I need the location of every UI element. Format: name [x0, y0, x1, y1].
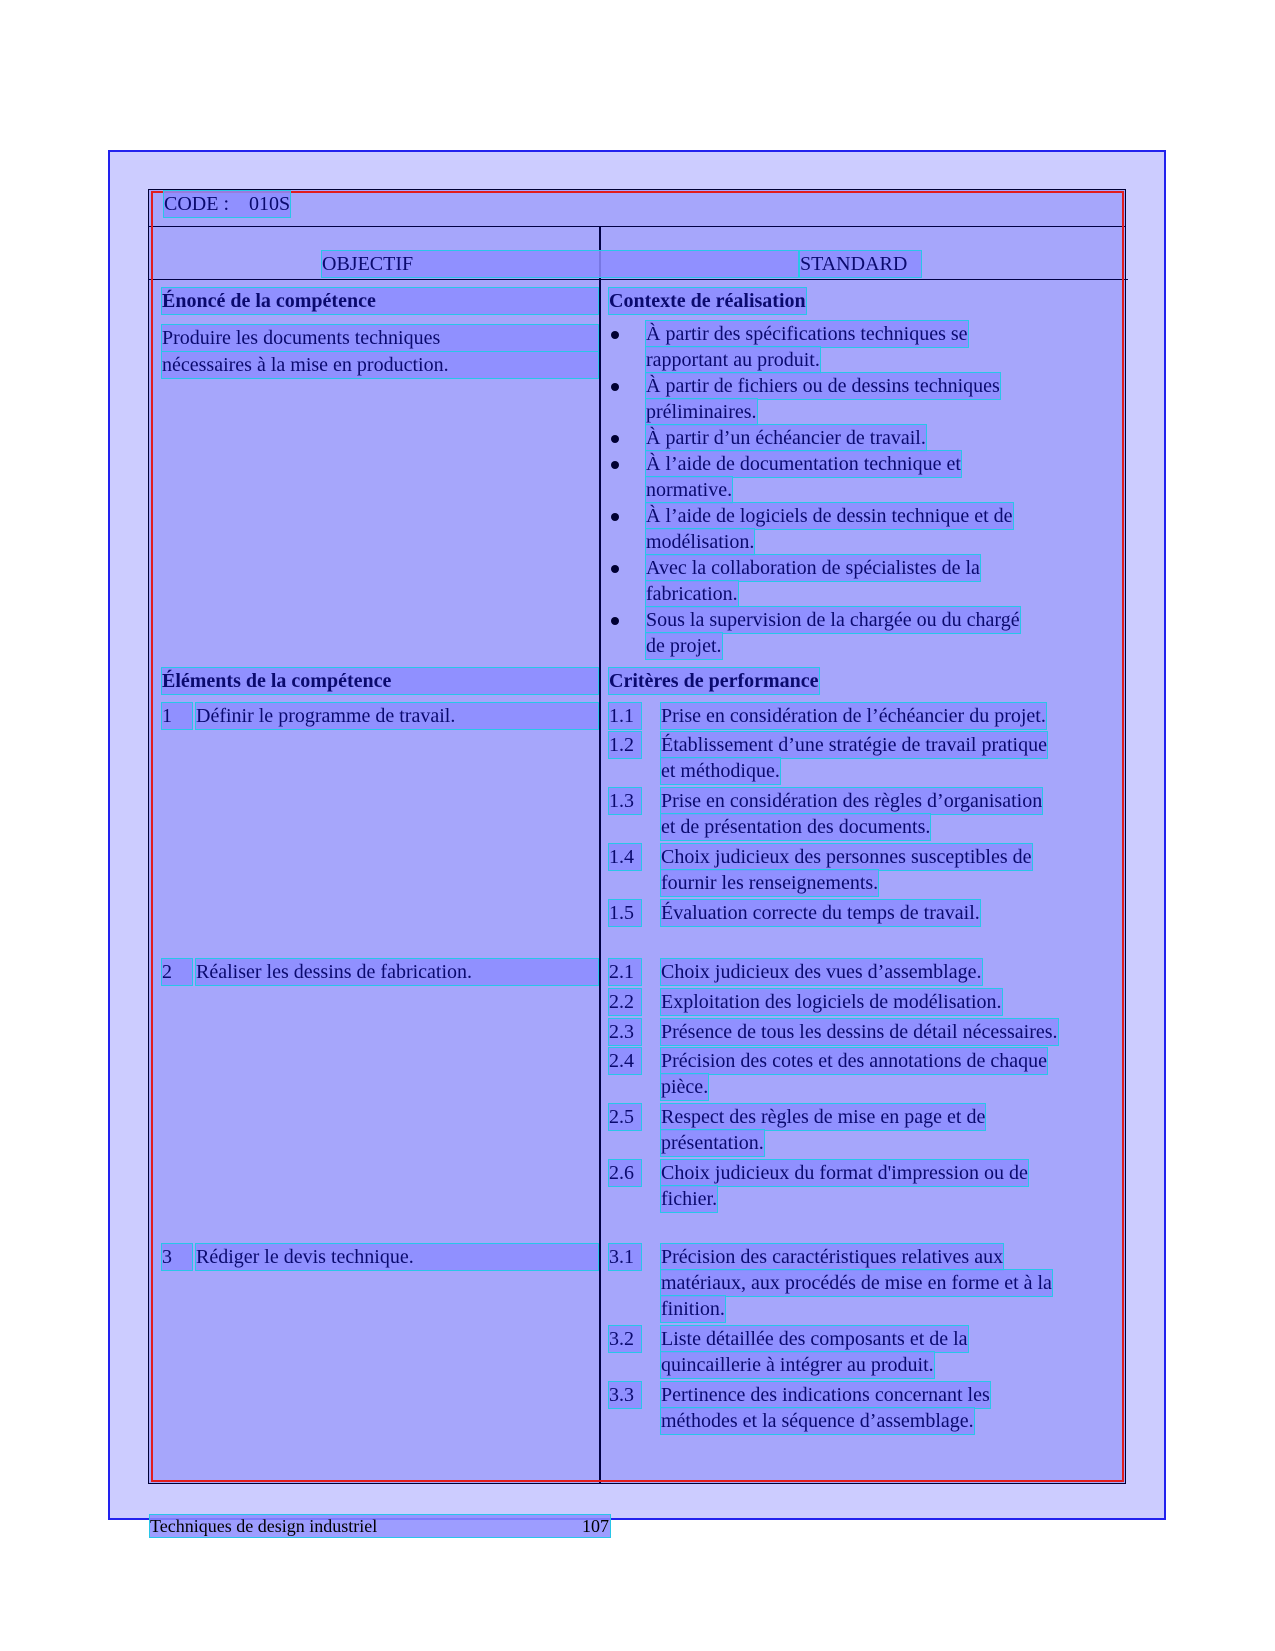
- critere-number: 2.3: [609, 1019, 641, 1045]
- critere-number: 1.5: [609, 900, 641, 926]
- enonce-line-2: nécessaires à la mise en production.: [162, 352, 598, 378]
- critere-number: 3.1: [609, 1244, 641, 1270]
- critere-line: présentation.: [661, 1132, 764, 1154]
- contexte-item-line: À partir de fichiers ou de dessins techniques: [646, 375, 1000, 397]
- elements-heading: Éléments de la compétence: [162, 668, 598, 694]
- critere-line: finition.: [661, 1298, 725, 1320]
- code-value: 010S: [249, 193, 291, 215]
- element-text: Rédiger le devis technique.: [196, 1244, 598, 1270]
- critere-line: Prise en considération de l’échéancier du projet.: [661, 705, 1046, 727]
- contexte-item-line: À l’aide de logiciels de dessin technique et de: [646, 505, 1013, 527]
- critere-line: Choix judicieux des personnes susceptibles de: [661, 846, 1032, 868]
- critere-number: 2.5: [609, 1104, 641, 1130]
- footer-title: Techniques de design industriel: [150, 1516, 378, 1536]
- critere-number: 3.3: [609, 1382, 641, 1408]
- contexte-heading: Contexte de réalisation: [609, 290, 806, 312]
- criteres-heading: Critères de performance: [609, 670, 819, 692]
- critere-line: Liste détaillée des composants et de la: [661, 1328, 968, 1350]
- contexte-item-line: préliminaires.: [646, 401, 757, 423]
- code-line: [164, 191, 290, 217]
- contexte-item-line: normative.: [646, 479, 733, 501]
- element-number: 3: [162, 1244, 192, 1270]
- standard-header: STANDARD: [800, 251, 921, 277]
- critere-line: Précision des cotes et des annotations de chaque: [661, 1050, 1047, 1072]
- critere-number: 3.2: [609, 1326, 641, 1352]
- critere-number: 1.4: [609, 844, 641, 870]
- bullet-icon: [611, 331, 619, 339]
- critere-line: pièce.: [661, 1076, 709, 1098]
- element-number: 2: [162, 959, 192, 985]
- contexte-item-line: À partir des spécifications techniques se: [646, 323, 968, 345]
- critere-line: et de présentation des documents.: [661, 816, 931, 838]
- bullet-icon: [611, 435, 619, 443]
- element-text: Définir le programme de travail.: [196, 703, 598, 729]
- critere-number: 2.6: [609, 1160, 641, 1186]
- bullet-icon: [611, 617, 619, 625]
- critere-line: méthodes et la séquence d’assemblage.: [661, 1410, 974, 1432]
- critere-number: 1.1: [609, 703, 641, 729]
- critere-line: Précision des caractéristiques relatives aux: [661, 1246, 1004, 1268]
- enonce-heading: Énoncé de la compétence: [162, 288, 598, 314]
- critere-line: Pertinence des indications concernant les: [661, 1384, 990, 1406]
- critere-line: matériaux, aux procédés de mise en forme et à la: [661, 1272, 1052, 1294]
- column-divider: [599, 227, 601, 1484]
- element-number: 1: [162, 703, 192, 729]
- contexte-item-line: fabrication.: [646, 583, 738, 605]
- header-divider: [148, 226, 1126, 227]
- contexte-item-line: de projet.: [646, 635, 722, 657]
- enonce-line-1: Produire les documents techniques: [162, 325, 598, 351]
- critere-number: 2.4: [609, 1048, 641, 1074]
- contexte-item-line: Sous la supervision de la chargée ou du chargé: [646, 609, 1020, 631]
- critere-line: Choix judicieux du format d'impression ou de: [661, 1162, 1028, 1184]
- columns-divider: [148, 279, 1128, 280]
- critere-line: Respect des règles de mise en page et de: [661, 1106, 986, 1128]
- critere-line: quincaillerie à intégrer au produit.: [661, 1354, 934, 1376]
- critere-line: fournir les renseignements.: [661, 872, 879, 894]
- contexte-item-line: Avec la collaboration de spécialistes de la: [646, 557, 980, 579]
- bullet-icon: [611, 513, 619, 521]
- critere-number: 1.2: [609, 732, 641, 758]
- bullet-icon: [611, 461, 619, 469]
- critere-line: Choix judicieux des vues d’assemblage.: [661, 961, 982, 983]
- element-text: Réaliser les dessins de fabrication.: [196, 959, 598, 985]
- bullet-icon: [611, 565, 619, 573]
- critere-line: Présence de tous les dessins de détail nécessaires.: [661, 1021, 1058, 1043]
- contexte-item-line: À l’aide de documentation technique et: [646, 453, 961, 475]
- critere-line: Évaluation correcte du temps de travail.: [661, 902, 980, 924]
- critere-number: 2.2: [609, 989, 641, 1015]
- critere-number: 1.3: [609, 788, 641, 814]
- footer: [150, 1515, 610, 1537]
- contexte-item-line: À partir d’un échéancier de travail.: [646, 427, 926, 449]
- code-label: CODE :: [164, 193, 229, 215]
- bullet-icon: [611, 383, 619, 391]
- contexte-item-line: rapportant au produit.: [646, 349, 820, 371]
- critere-line: Exploitation des logiciels de modélisation.: [661, 991, 1002, 1013]
- critere-line: Prise en considération des règles d’organisation: [661, 790, 1043, 812]
- contexte-item-line: modélisation.: [646, 531, 755, 553]
- critere-line: fichier.: [661, 1188, 718, 1210]
- critere-line: et méthodique.: [661, 760, 780, 782]
- critere-line: Établissement d’une stratégie de travail pratique: [661, 734, 1047, 756]
- critere-number: 2.1: [609, 959, 641, 985]
- objectif-header: OBJECTIF: [322, 251, 798, 277]
- footer-page-number: 107: [582, 1516, 609, 1536]
